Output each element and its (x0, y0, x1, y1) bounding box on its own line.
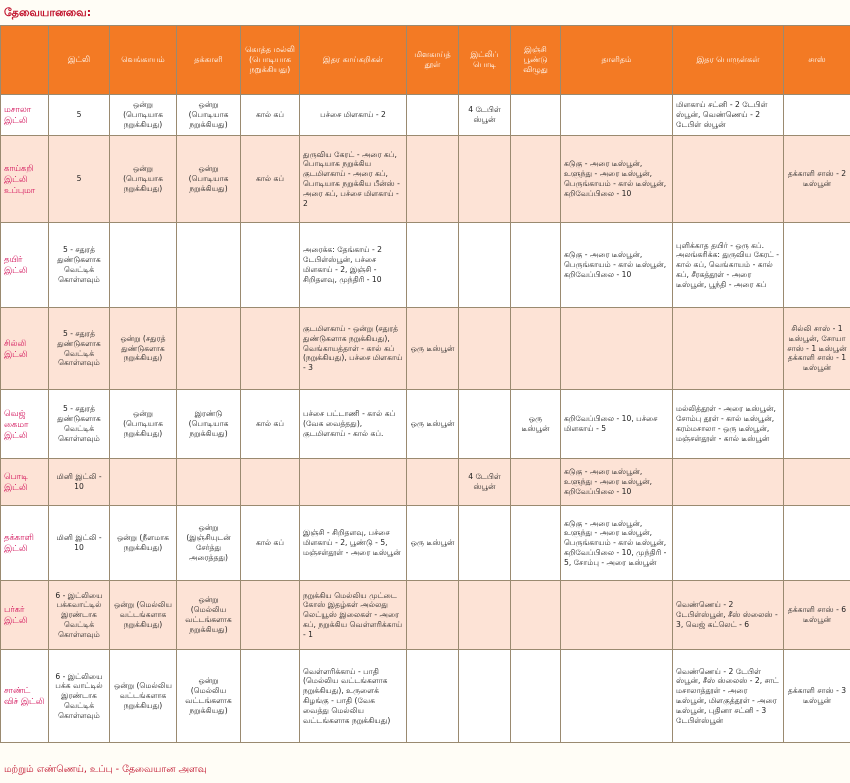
other-items-cell (673, 459, 784, 506)
idli-cell: மினி இட்லி - 10 (49, 506, 110, 581)
seasoning-cell: கறிவேப்பிலை - 10, பச்சை மிளகாய் - 5 (561, 390, 673, 459)
idli-podi-cell (459, 390, 511, 459)
onion-cell: ஒன்று (மெல்லிய வட்டங்களாக நறுக்கியது) (110, 650, 177, 743)
idli-podi-cell (459, 581, 511, 650)
sauce-cell: தக்காளி சாஸ் - 2 டீஸ்பூன் (784, 136, 850, 223)
footer-note: மற்றும் எண்ணெய், உப்பு - தேவையான அளவு (4, 764, 207, 775)
other-items-cell (673, 506, 784, 581)
onion-cell: ஒன்று (மெல்லிய வட்டங்களாக நறுக்கியது) (110, 581, 177, 650)
sauce-cell (784, 459, 850, 506)
ginger-garlic-cell (511, 581, 561, 650)
onion-cell (110, 459, 177, 506)
tomato-cell: இரண்டு (பொடியாக நறுக்கியது) (177, 390, 241, 459)
page-title: தேவையானவை: (4, 6, 92, 19)
dish-name: பொடி இட்லி (1, 459, 49, 506)
vegetables-cell: பச்சை பட்டாணி - கால் கப் (வேக வைத்தது), குடமிளகாய் - கால் கப். (300, 390, 407, 459)
vegetables-cell: குடமிளகாய் - ஒன்று (சதுரத் துண்டுகளாக நறுக்கியது), வெங்காயத்தாள் - கால் கப் (நறுக்கியது), பச்சை மிளகாய் - 3 (300, 308, 407, 390)
tomato-cell: ஒன்று (மெல்லிய வட்டங்களாக நறுக்கியது) (177, 581, 241, 650)
table-row (1, 390, 850, 459)
other-items-cell: வெண்ணெய் - 2 டேபிள் ஸ்பூன், சீஸ் ஸ்லைஸ் - 2, சாட் மசாலாத்தூள் - அரை டீஸ்பூன், மிளகுத்தூள் - அரை டீஸ்பூன், புதினா சட்னி - 3 டேபிள்ஸ்பூன் (673, 650, 784, 743)
idli-podi-cell (459, 308, 511, 390)
tomato-cell: ஒன்று (மெல்லிய வட்டங்களாக நறுக்கியது) (177, 650, 241, 743)
header-cell: இதர காய்கறிகள் (300, 26, 407, 95)
seasoning-cell: கடுகு - அரை டீஸ்பூன், உளுந்து - அரை டீஸ்பூன், கறிவேப்பிலை - 10 (561, 459, 673, 506)
chilli-powder-cell (407, 223, 459, 308)
coriander-cell (241, 223, 300, 308)
idli-cell: 6 - இட்லியை பக்கவாட்டில் இரண்டாக வெட்டிக் கொள்ளவும் (49, 581, 110, 650)
idli-cell: 5 (49, 95, 110, 136)
seasoning-cell (561, 308, 673, 390)
header-cell: இதர பொருள்கள் (673, 26, 784, 95)
idli-podi-cell (459, 136, 511, 223)
vegetables-cell: அரைக்க: தேங்காய் - 2 டேபிள்ஸ்பூன், பச்சை மிளகாய் - 2, இஞ்சி - சிறிதளவு, முந்திரி - 10 (300, 223, 407, 308)
coriander-cell: கால் கப் (241, 506, 300, 581)
coriander-cell (241, 459, 300, 506)
table-row (1, 459, 850, 506)
ginger-garlic-cell (511, 650, 561, 743)
ingredients-table (0, 25, 850, 743)
other-items-cell (673, 136, 784, 223)
header-cell: இட்லிப் பொடி (459, 26, 511, 95)
onion-cell: ஒன்று (பொடியாக நறுக்கியது) (110, 95, 177, 136)
ginger-garlic-cell (511, 136, 561, 223)
header-cell: இஞ்சி பூண்டு விழுது (511, 26, 561, 95)
onion-cell: ஒன்று (சதுரத் துண்டுகளாக நறுக்கியது) (110, 308, 177, 390)
tomato-cell: ஒன்று (இஞ்சியுடன் சேர்த்து அரைத்தது) (177, 506, 241, 581)
tomato-cell (177, 223, 241, 308)
dish-name: தக்காளி இட்லி (1, 506, 49, 581)
vegetables-cell: வெள்ளரிக்காய் - பாதி (மெல்லிய வட்டங்களாக நறுக்கியது), உருளைக் கிழங்கு - பாதி (வேக வைத்து மெல்லிய வட்டங்களாக நறுக்கியது) (300, 650, 407, 743)
idli-podi-cell (459, 223, 511, 308)
coriander-cell: கால் கப் (241, 390, 300, 459)
header-cell: மிளகாய்த் தூள் (407, 26, 459, 95)
sauce-cell (784, 223, 850, 308)
onion-cell: ஒன்று (பொடியாக நறுக்கியது) (110, 136, 177, 223)
dish-name: பர்கர் இட்லி (1, 581, 49, 650)
sauce-cell: தக்காளி சாஸ் - 3 டீஸ்பூன் (784, 650, 850, 743)
vegetables-cell (300, 459, 407, 506)
idli-podi-cell: 4 டேபிள் ஸ்பூன் (459, 459, 511, 506)
seasoning-cell: கடுகு - அரை டீஸ்பூன், உளுந்து - அரை டீஸ்பூன், பெருங்காயம் - கால் டீஸ்பூன், கறிவேப்பிலை - 10, முந்திரி - 5, சோம்பு - அரை டீஸ்பூன் (561, 506, 673, 581)
header-cell: இட்லி (49, 26, 110, 95)
coriander-cell: கால் கப் (241, 95, 300, 136)
idli-cell: 5 - சதுரத் துண்டுகளாக வெட்டிக் கொள்ளவும் (49, 308, 110, 390)
tomato-cell (177, 308, 241, 390)
tomato-cell: ஒன்று (பொடியாக நறுக்கியது) (177, 95, 241, 136)
table-row (1, 650, 850, 743)
coriander-cell (241, 581, 300, 650)
seasoning-cell: கடுகு - அரை டீஸ்பூன், உளுந்து - அரை டீஸ்பூன், பெருங்காயம் - கால் டீஸ்பூன், கறிவேப்பிலை - 10 (561, 136, 673, 223)
other-items-cell: வெண்ணெய் - 2 டேபிள்ஸ்பூன், சீஸ் ஸ்லைஸ் - 3, வெஜ் கட்லெட் - 6 (673, 581, 784, 650)
onion-cell: ஒன்று (நீளமாக நறுக்கியது) (110, 506, 177, 581)
table-row (1, 136, 850, 223)
header-cell (1, 26, 49, 95)
coriander-cell (241, 308, 300, 390)
dish-name: வெஜ் கைமா இட்லி (1, 390, 49, 459)
coriander-cell (241, 650, 300, 743)
other-items-cell (673, 308, 784, 390)
chilli-powder-cell (407, 95, 459, 136)
sauce-cell: சில்லி சாஸ் - 1 டீஸ்பூன், சோயா சாஸ் - 1 டீஸ்பூன் தக்காளி சாஸ் - 1 டீஸ்பூன் (784, 308, 850, 390)
header-cell: வெங்காயம் (110, 26, 177, 95)
chilli-powder-cell (407, 581, 459, 650)
seasoning-cell (561, 581, 673, 650)
other-items-cell: புளிக்காத தயிர் - ஒரு கப். அலங்கரிக்க: துருவிய கேரட் - கால் கப், வெங்காயம் - கால் கப், சீரகத்தூள் - அரை டீஸ்பூன், பூந்தி - அரை கப் (673, 223, 784, 308)
ginger-garlic-cell (511, 95, 561, 136)
idli-podi-cell (459, 506, 511, 581)
idli-cell: 5 - சதுரத் துண்டுகளாக வெட்டிக் கொள்ளவும் (49, 223, 110, 308)
chilli-powder-cell (407, 136, 459, 223)
idli-cell: 5 - சதுரத் துண்டுகளாக வெட்டிக் கொள்ளவும் (49, 390, 110, 459)
ginger-garlic-cell: ஒரு டீஸ்பூன் (511, 390, 561, 459)
vegetables-cell: துருவிய கேரட் - அரை கப், பொடியாக நறுக்கிய குடமிளகாய் - அரை கப், பொடியாக நறுக்கிய பீன்ஸ் - அரை கப், பச்சை மிளகாய் - 2 (300, 136, 407, 223)
sauce-cell (784, 506, 850, 581)
coriander-cell: கால் கப் (241, 136, 300, 223)
table-row (1, 506, 850, 581)
chilli-powder-cell (407, 459, 459, 506)
dish-name: காய்கறி இட்லி உப்புமா (1, 136, 49, 223)
seasoning-cell (561, 95, 673, 136)
dish-name: தயிர் இட்லி (1, 223, 49, 308)
other-items-cell: மல்லித்தூள் - அரை டீஸ்பூன், சோம்பு தூள் - கால் டீஸ்பூன், கரம்மசாலா - ஒரு டீஸ்பூன், மஞ்சள்தூள் - கால் டீஸ்பூன் (673, 390, 784, 459)
ginger-garlic-cell (511, 459, 561, 506)
vegetables-cell: பச்சை மிளகாய் - 2 (300, 95, 407, 136)
chilli-powder-cell: ஒரு டீஸ்பூன் (407, 390, 459, 459)
sauce-cell (784, 390, 850, 459)
idli-podi-cell: 4 டேபிள் ஸ்பூன் (459, 95, 511, 136)
dish-name: சில்லி இட்லி (1, 308, 49, 390)
ginger-garlic-cell (511, 506, 561, 581)
sauce-cell (784, 95, 850, 136)
onion-cell (110, 223, 177, 308)
tomato-cell (177, 459, 241, 506)
ginger-garlic-cell (511, 223, 561, 308)
header-cell: சாஸ் (784, 26, 850, 95)
vegetables-cell: இஞ்சி - சிறிதளவு, பச்சை மிளகாய் - 2, பூண்டு - 5, மஞ்சள்தூள் - அரை டீஸ்பூன் (300, 506, 407, 581)
table-row (1, 581, 850, 650)
idli-podi-cell (459, 650, 511, 743)
header-cell: தாளிதம் (561, 26, 673, 95)
dish-name: சாண்ட் விச் இட்லி (1, 650, 49, 743)
dish-name: மசாலா இட்லி (1, 95, 49, 136)
chilli-powder-cell (407, 650, 459, 743)
tomato-cell: ஒன்று (பொடியாக நறுக்கியது) (177, 136, 241, 223)
idli-cell: 6 - இட்லியை பக்க வாட்டில் இரண்டாக வெட்டிக் கொள்ளவும் (49, 650, 110, 743)
table-row (1, 223, 850, 308)
header-cell: கொத்த மல்லி (பொடியாக நறுக்கியது) (241, 26, 300, 95)
seasoning-cell: கடுகு - அரை டீஸ்பூன், பெருங்காயம் - கால் டீஸ்பூன், கறிவேப்பிலை - 10 (561, 223, 673, 308)
ginger-garlic-cell (511, 308, 561, 390)
idli-cell: 5 (49, 136, 110, 223)
table-row (1, 308, 850, 390)
idli-cell: மினி இட்லி - 10 (49, 459, 110, 506)
table-header-row (1, 26, 850, 95)
chilli-powder-cell: ஒரு டீஸ்பூன் (407, 506, 459, 581)
sauce-cell: தக்காளி சாஸ் - 6 டீஸ்பூன் (784, 581, 850, 650)
table-row (1, 95, 850, 136)
onion-cell: ஒன்று (பொடியாக நறுக்கியது) (110, 390, 177, 459)
vegetables-cell: நறுக்கிய மெல்லிய முட்டை கோஸ் இதழ்கள் அல்லது லெட்யூஸ் இலைகள் - அரை கப், நறுக்கிய வெள்ளரிக்காய் - 1 (300, 581, 407, 650)
seasoning-cell (561, 650, 673, 743)
header-cell: தக்காளி (177, 26, 241, 95)
other-items-cell: மிளகாய் சட்னி - 2 டேபிள் ஸ்பூன், வெண்ணெய் - 2 டேபிள் ஸ்பூன் (673, 95, 784, 136)
chilli-powder-cell: ஒரு டீஸ்பூன் (407, 308, 459, 390)
